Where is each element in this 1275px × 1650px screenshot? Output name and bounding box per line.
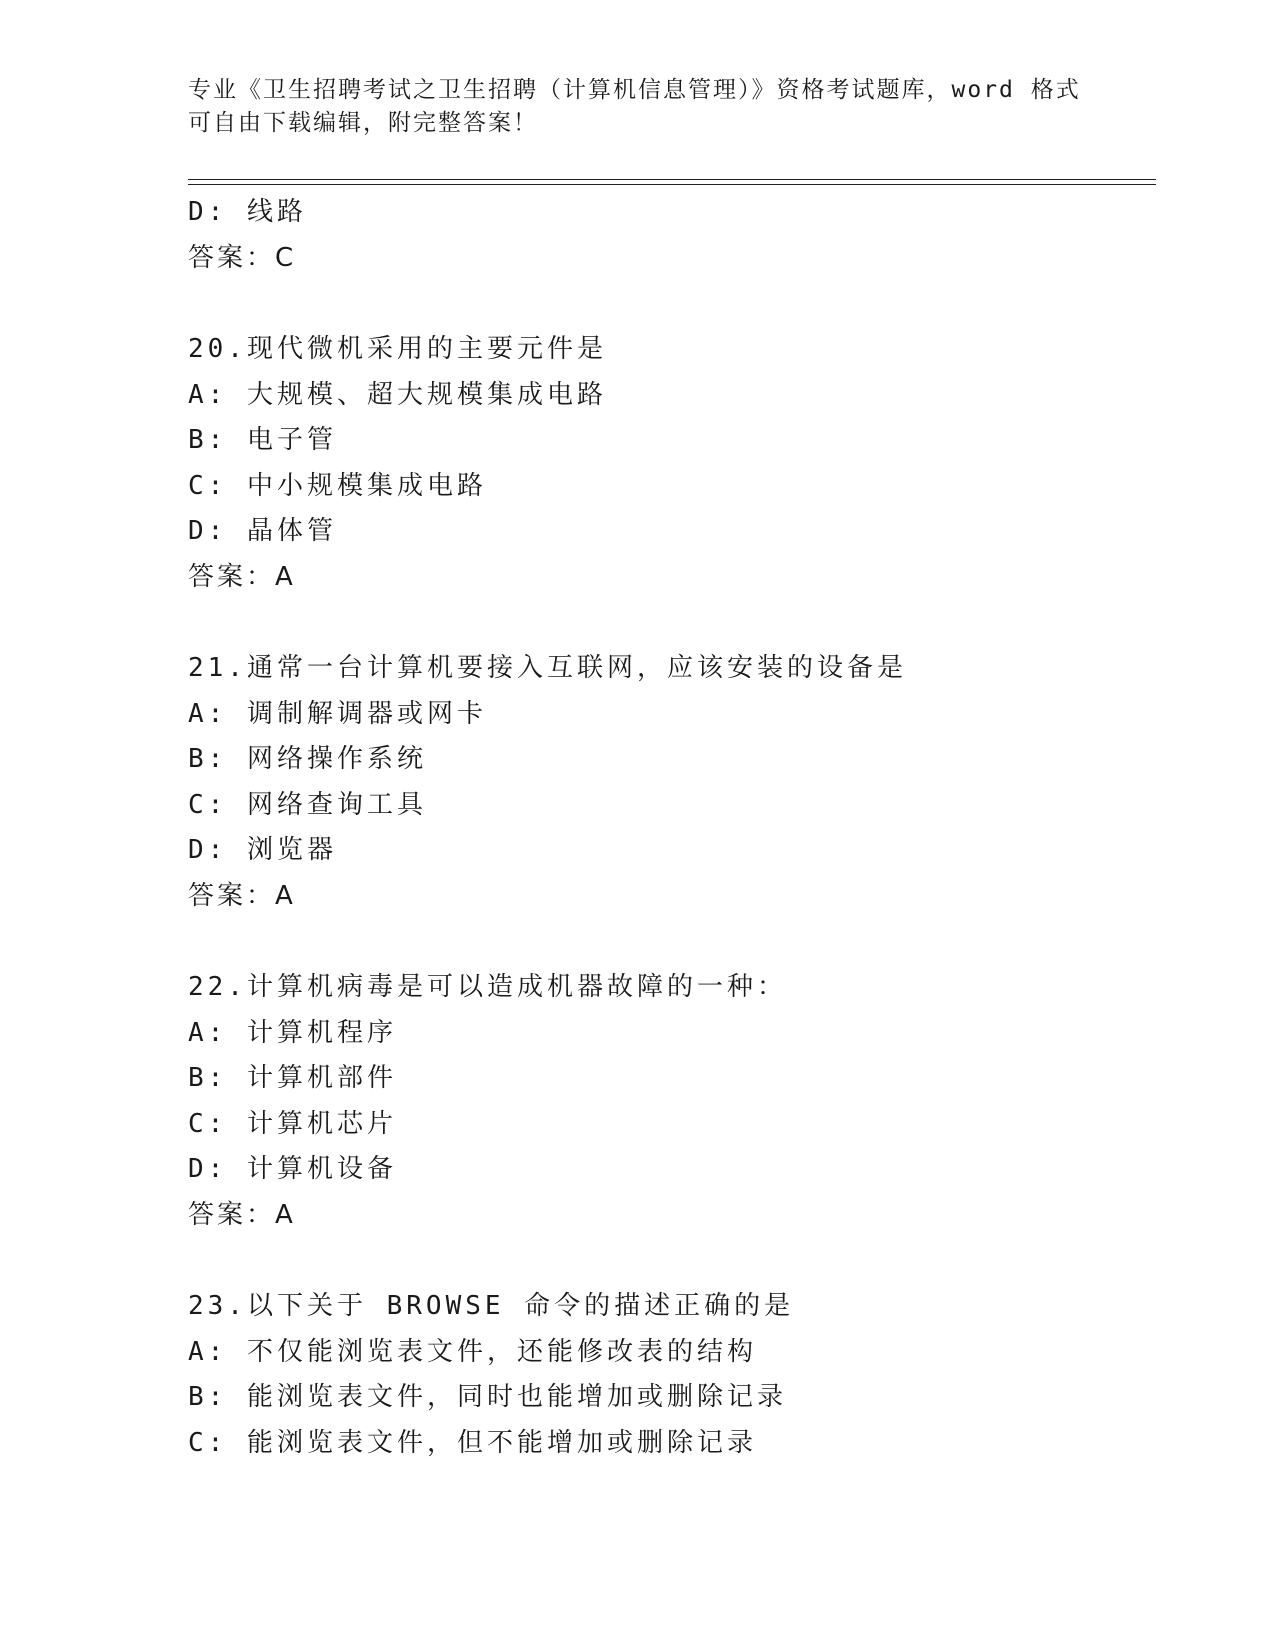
question-block xyxy=(188,965,1148,1238)
option-text: A: 大规模、超大规模集成电路 xyxy=(188,379,607,410)
question-text: 20.现代微机采用的主要元件是 xyxy=(188,334,607,364)
question-block xyxy=(188,1284,1148,1466)
spacer xyxy=(188,919,1148,965)
option-text: C: 中小规模集成电路 xyxy=(188,470,487,501)
question-list xyxy=(188,190,1148,1466)
question-block xyxy=(188,646,1148,919)
answer-text: 答案：A xyxy=(188,561,296,592)
option-text: C: 计算机芯片 xyxy=(188,1108,397,1139)
option-text: D: 计算机设备 xyxy=(188,1154,397,1184)
answer-text: 答案：A xyxy=(188,1199,296,1230)
option-text: D: 线路 xyxy=(188,197,307,227)
option-text: A: 调制解调器或网卡 xyxy=(188,698,487,729)
header-divider-bottom xyxy=(188,184,1156,185)
question-text: 21.通常一台计算机要接入互联网，应该安装的设备是 xyxy=(188,653,907,683)
spacer xyxy=(188,281,1148,327)
option-text: D: 晶体管 xyxy=(188,516,337,546)
question-block xyxy=(188,327,1148,600)
option-text: B: 电子管 xyxy=(188,425,337,455)
option-text: A: 计算机程序 xyxy=(188,1017,397,1048)
option-text: B: 能浏览表文件，同时也能增加或删除记录 xyxy=(188,1382,787,1412)
spacer xyxy=(188,1238,1148,1284)
header-line-1: 专业《卫生招聘考试之卫生招聘（计算机信息管理）》资格考试题库，word 格式 xyxy=(188,77,1081,103)
option-text: B: 网络操作系统 xyxy=(188,744,427,774)
option-text: A: 不仅能浏览表文件，还能修改表的结构 xyxy=(188,1336,757,1367)
answer-text: 答案：C xyxy=(188,242,297,273)
option-text: B: 计算机部件 xyxy=(188,1063,397,1093)
question-text: 23.以下关于 BROWSE 命令的描述正确的是 xyxy=(188,1291,795,1321)
document-header xyxy=(188,74,1088,140)
answer-text: 答案：A xyxy=(188,880,296,911)
spacer xyxy=(188,600,1148,646)
question-text: 22.计算机病毒是可以造成机器故障的一种： xyxy=(188,972,787,1002)
option-text: C: 能浏览表文件，但不能增加或删除记录 xyxy=(188,1427,757,1458)
header-line-2: 可自由下载编辑，附完整答案！ xyxy=(188,110,538,136)
option-text: C: 网络查询工具 xyxy=(188,789,427,820)
header-divider-top xyxy=(188,179,1156,180)
option-text: D: 浏览器 xyxy=(188,835,337,865)
